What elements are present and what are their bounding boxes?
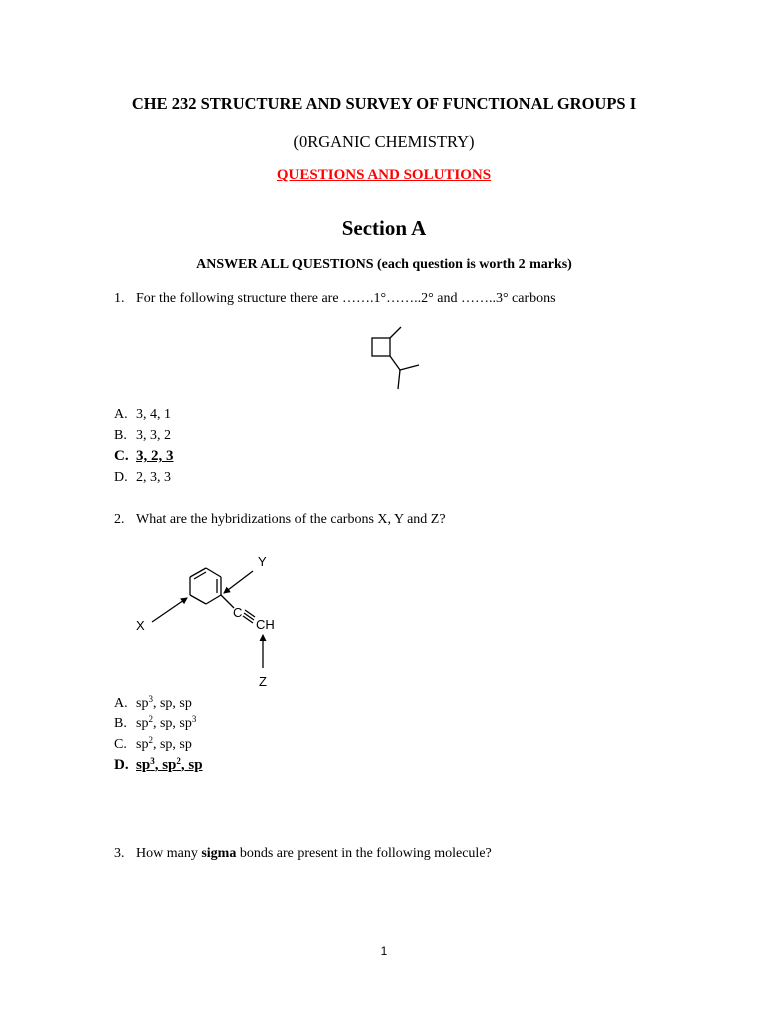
option-b-text: 3, 3, 2 [136, 428, 171, 443]
label-z: Z [259, 674, 267, 689]
option-b-text: $sp^2$, sp, $sp^3$ [136, 714, 197, 731]
option-c-letter: C. [114, 448, 129, 464]
option-d-letter: D. [114, 470, 128, 485]
question-number: 1. [114, 291, 125, 306]
document-subtitle: (0RGANIC CHEMISTRY) [293, 132, 475, 151]
option-b-letter: B. [114, 716, 127, 731]
question-number: 3. [114, 846, 125, 861]
document-title: CHE 232 STRUCTURE AND SURVEY OF FUNCTIONAL GROUPS I [131, 94, 637, 113]
cyclobutane-structure [360, 322, 424, 392]
question-text: What are the hybridizations of the carbons X, Y and Z? [136, 512, 446, 527]
option-b-letter: B. [114, 428, 127, 443]
label-y: Y [258, 554, 267, 569]
label-c: C [233, 605, 243, 620]
instructions: ANSWER ALL QUESTIONS (each question is worth 2 marks) [196, 257, 572, 272]
option-c-text-correct: 3, 2, 3 [136, 448, 174, 464]
option-a-text: $sp^3$, sp, sp [136, 694, 192, 711]
questions-solutions-heading: QUESTIONS AND SOLUTIONS [276, 167, 492, 183]
section-heading: Section A [341, 216, 427, 240]
option-a-text: 3, 4, 1 [136, 407, 171, 422]
option-a-letter: A. [114, 407, 128, 422]
cyclohexadiene-alkyne-structure [130, 550, 290, 690]
option-c-text: $sp^2$, sp, sp [136, 735, 192, 752]
option-c-letter: C. [114, 737, 127, 752]
question-text: How many sigma bonds are present in the following molecule? [136, 846, 492, 861]
page-number: 1 [380, 944, 388, 958]
option-a-letter: A. [114, 696, 128, 711]
option-d-letter: D. [114, 757, 129, 773]
option-d-text: 2, 3, 3 [136, 470, 171, 485]
question-number: 2. [114, 512, 125, 527]
option-d-text-correct: $sp^3$, $sp^2$, sp [136, 756, 203, 773]
label-x: X [136, 618, 145, 633]
question-text: For the following structure there are …….1°……..2° and ……..3° carbons [136, 291, 556, 306]
label-ch: CH [256, 617, 275, 632]
